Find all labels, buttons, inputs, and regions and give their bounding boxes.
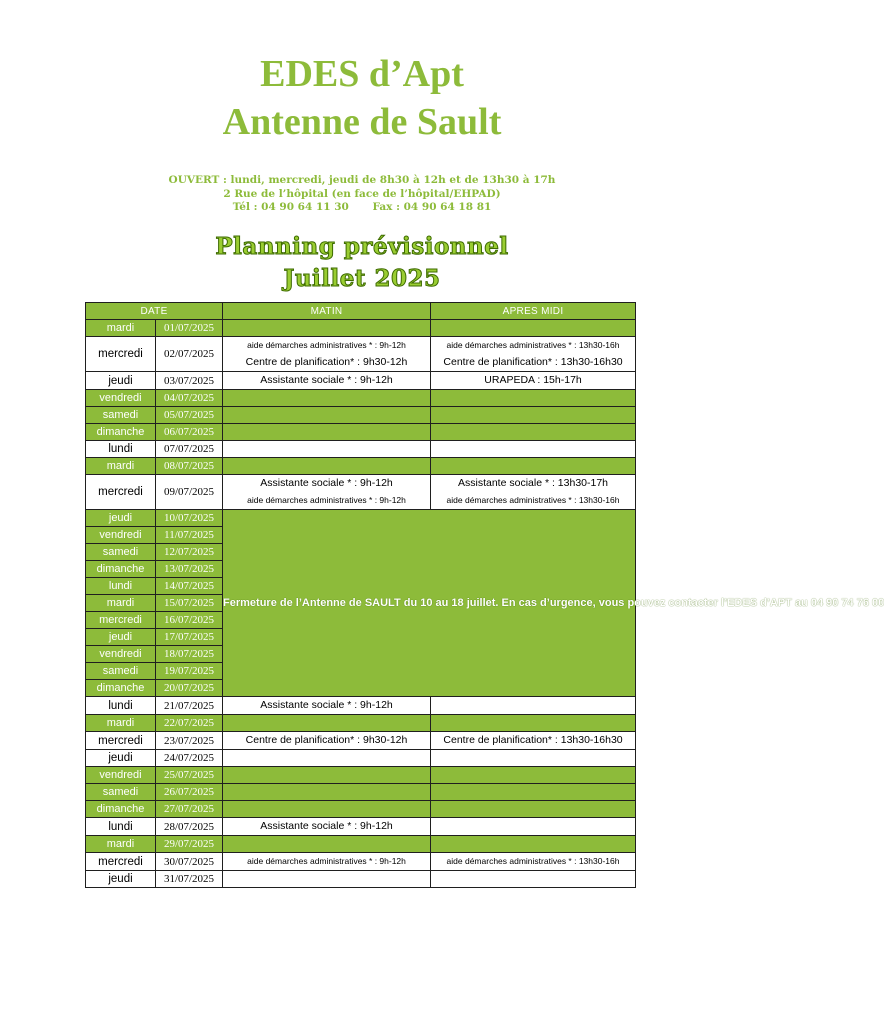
afternoon-cell	[431, 784, 636, 801]
row-date: 12/07/2025	[156, 544, 223, 561]
event-entry: aide démarches administratives * : 13h30-16h	[446, 495, 620, 505]
event-entry: aide démarches administratives * : 9h-12h	[247, 856, 406, 866]
event-entry: aide démarches administratives * : 13h30-16h	[446, 856, 620, 866]
morning-cell	[223, 818, 431, 836]
row-day: samedi	[86, 407, 156, 424]
row-date: 31/07/2025	[156, 871, 223, 888]
row-date: 05/07/2025	[156, 407, 223, 424]
afternoon-cell	[431, 458, 636, 475]
row-date: 01/07/2025	[156, 320, 223, 337]
row-date: 07/07/2025	[156, 441, 223, 458]
event-entry: Assistante sociale * : 9h-12h	[260, 374, 393, 386]
row-day: mercredi	[86, 475, 156, 510]
morning-cell	[223, 390, 431, 407]
table-row	[86, 320, 636, 337]
row-date: 23/07/2025	[156, 732, 223, 750]
opening-hours: OUVERT : lundi, mercredi, jeudi de 8h30 à 12h et de 13h30 à 17h	[168, 174, 556, 186]
morning-cell	[223, 441, 431, 458]
schedule-header-row	[86, 303, 636, 320]
row-date: 10/07/2025	[156, 510, 223, 527]
row-day: mercredi	[86, 337, 156, 372]
morning-cell	[223, 836, 431, 853]
morning-cell	[223, 320, 431, 337]
contact-line	[0, 201, 724, 213]
row-date: 17/07/2025	[156, 629, 223, 646]
event-entry: aide démarches administratives * : 13h30-16h	[446, 340, 620, 350]
row-date: 09/07/2025	[156, 475, 223, 510]
afternoon-cell	[431, 475, 636, 510]
table-row	[86, 836, 636, 853]
row-date: 14/07/2025	[156, 578, 223, 595]
row-day: jeudi	[86, 629, 156, 646]
row-date: 08/07/2025	[156, 458, 223, 475]
row-day: mercredi	[86, 853, 156, 871]
row-day: jeudi	[86, 372, 156, 390]
row-day: dimanche	[86, 680, 156, 697]
row-day: samedi	[86, 784, 156, 801]
row-date: 02/07/2025	[156, 337, 223, 372]
row-date: 30/07/2025	[156, 853, 223, 871]
row-date: 03/07/2025	[156, 372, 223, 390]
event-entry: Centre de planification* : 9h30-12h	[245, 734, 408, 746]
event-entry: Assistante sociale * : 13h30-17h	[458, 477, 609, 489]
afternoon-cell	[431, 372, 636, 390]
row-day: lundi	[86, 441, 156, 458]
afternoon-cell	[431, 732, 636, 750]
row-date: 21/07/2025	[156, 697, 223, 715]
event-entry: Assistante sociale * : 9h-12h	[260, 820, 393, 832]
morning-cell	[223, 372, 431, 390]
afternoon-cell	[431, 750, 636, 767]
row-day: lundi	[86, 578, 156, 595]
morning-cell	[223, 424, 431, 441]
morning-cell	[223, 853, 431, 871]
row-day: mardi	[86, 595, 156, 612]
row-day: mardi	[86, 320, 156, 337]
event-entry: Centre de planification* : 13h30-16h30	[443, 356, 623, 368]
planning-title: Planning prévisionnel	[215, 233, 509, 260]
closure-notice: Fermeture de l’Antenne de SAULT du 10 au 18 juillet. En cas d’urgence, vous pouvez contacter l’EDES d’APT au 04 90 74 76 00	[223, 510, 636, 697]
row-date: 22/07/2025	[156, 715, 223, 732]
table-row	[86, 871, 636, 888]
table-row	[86, 337, 636, 372]
afternoon-cell	[431, 818, 636, 836]
table-row	[86, 407, 636, 424]
event-entry: Centre de planification* : 9h30-12h	[245, 356, 408, 368]
afternoon-cell	[431, 801, 636, 818]
schedule-body	[86, 320, 884, 888]
planning-month: Juillet 2025	[283, 265, 441, 292]
table-row	[86, 510, 636, 527]
row-day: vendredi	[86, 767, 156, 784]
row-date: 06/07/2025	[156, 424, 223, 441]
header-afternoon: APRES MIDI	[431, 303, 636, 320]
morning-cell	[223, 750, 431, 767]
row-date: 28/07/2025	[156, 818, 223, 836]
event-entry: Assistante sociale * : 9h-12h	[260, 477, 393, 489]
page-title: EDES d’Apt	[260, 53, 464, 95]
afternoon-cell	[431, 337, 636, 372]
table-row	[86, 715, 636, 732]
row-date: 13/07/2025	[156, 561, 223, 578]
morning-cell	[223, 475, 431, 510]
row-day: lundi	[86, 818, 156, 836]
table-row	[86, 697, 636, 715]
table-row	[86, 784, 636, 801]
row-day: vendredi	[86, 646, 156, 663]
morning-cell	[223, 697, 431, 715]
row-day: samedi	[86, 663, 156, 680]
row-date: 04/07/2025	[156, 390, 223, 407]
row-day: jeudi	[86, 750, 156, 767]
row-day: lundi	[86, 697, 156, 715]
row-date: 24/07/2025	[156, 750, 223, 767]
afternoon-cell	[431, 424, 636, 441]
morning-cell	[223, 407, 431, 424]
row-day: mardi	[86, 836, 156, 853]
header-morning: MATIN	[223, 303, 431, 320]
morning-cell	[223, 337, 431, 372]
table-row	[86, 750, 636, 767]
table-row	[86, 801, 636, 818]
row-day: dimanche	[86, 801, 156, 818]
afternoon-cell	[431, 767, 636, 784]
event-entry: aide démarches administratives * : 9h-12h	[247, 340, 406, 350]
event-entry: Assistante sociale * : 9h-12h	[260, 699, 393, 711]
schedule-table	[85, 302, 884, 888]
afternoon-cell	[431, 407, 636, 424]
fax-number: Fax : 04 90 64 18 81	[372, 201, 492, 213]
morning-cell	[223, 784, 431, 801]
row-day: vendredi	[86, 527, 156, 544]
row-date: 16/07/2025	[156, 612, 223, 629]
row-day: dimanche	[86, 424, 156, 441]
table-row	[86, 818, 636, 836]
table-row	[86, 372, 636, 390]
page-subtitle: Antenne de Sault	[222, 101, 502, 143]
table-row	[86, 767, 636, 784]
afternoon-cell	[431, 715, 636, 732]
event-entry: aide démarches administratives * : 9h-12h	[247, 495, 406, 505]
table-row	[86, 424, 636, 441]
row-day: jeudi	[86, 871, 156, 888]
row-date: 29/07/2025	[156, 836, 223, 853]
morning-cell	[223, 732, 431, 750]
event-entry: URAPEDA : 15h-17h	[484, 374, 582, 386]
row-day: dimanche	[86, 561, 156, 578]
afternoon-cell	[431, 320, 636, 337]
phone-number: Tél : 04 90 64 11 30	[232, 201, 349, 213]
afternoon-cell	[431, 853, 636, 871]
morning-cell	[223, 871, 431, 888]
table-row	[86, 441, 636, 458]
event-entry: Centre de planification* : 13h30-16h30	[443, 734, 623, 746]
afternoon-cell	[431, 390, 636, 407]
row-date: 26/07/2025	[156, 784, 223, 801]
header-date: DATE	[86, 303, 223, 320]
row-day: mercredi	[86, 732, 156, 750]
row-date: 11/07/2025	[156, 527, 223, 544]
table-row	[86, 732, 636, 750]
afternoon-cell	[431, 836, 636, 853]
afternoon-cell	[431, 697, 636, 715]
table-row	[86, 390, 636, 407]
row-day: mercredi	[86, 612, 156, 629]
row-day: jeudi	[86, 510, 156, 527]
row-day: mardi	[86, 458, 156, 475]
table-row	[86, 458, 636, 475]
row-date: 20/07/2025	[156, 680, 223, 697]
morning-cell	[223, 715, 431, 732]
address: 2 Rue de l’hôpital (en face de l’hôpital/EHPAD)	[223, 188, 501, 200]
row-date: 27/07/2025	[156, 801, 223, 818]
table-row	[86, 853, 636, 871]
row-day: mardi	[86, 715, 156, 732]
morning-cell	[223, 801, 431, 818]
row-date: 25/07/2025	[156, 767, 223, 784]
row-day: vendredi	[86, 390, 156, 407]
row-date: 19/07/2025	[156, 663, 223, 680]
morning-cell	[223, 767, 431, 784]
table-row	[86, 475, 636, 510]
afternoon-cell	[431, 441, 636, 458]
row-date: 15/07/2025	[156, 595, 223, 612]
afternoon-cell	[431, 871, 636, 888]
row-day: samedi	[86, 544, 156, 561]
row-date: 18/07/2025	[156, 646, 223, 663]
morning-cell	[223, 458, 431, 475]
